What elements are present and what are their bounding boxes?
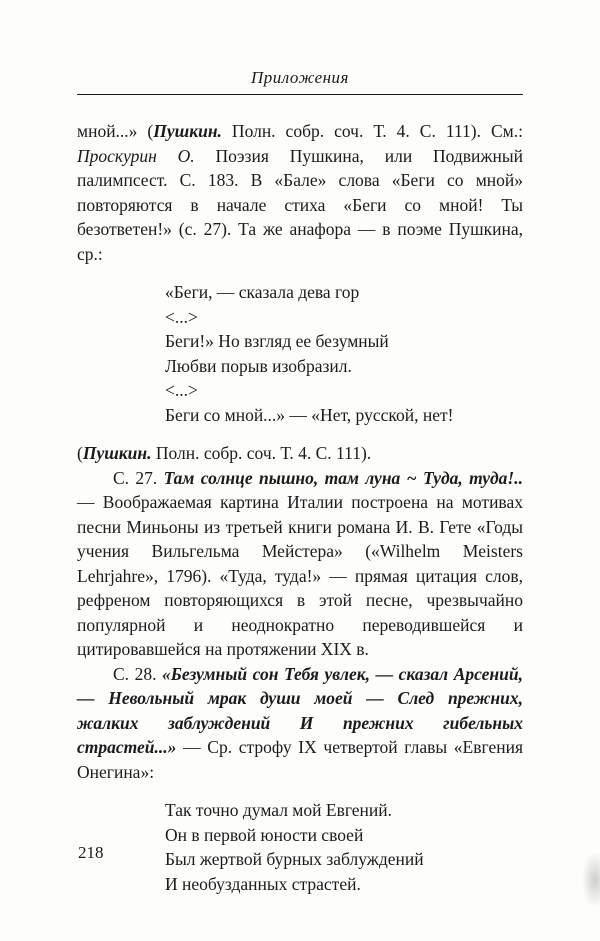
text-run: С. 27. <box>113 467 164 488</box>
text-run: Поэзия Пушкина, или Подвижный палимпсест. С. 183. В «Бале» слова «Беги со мной» повторяются в начале стиха «Беги со мной! Ты безответен!» (с. 27). Та же анафора — в поэме Пушкина, ср.: <box>77 145 524 264</box>
text-run: Пушкин. <box>82 443 152 463</box>
page-text-block <box>77 0 523 896</box>
verse-block <box>165 280 523 427</box>
text-run: ( <box>77 443 83 463</box>
verse-line: <...> <box>165 306 198 327</box>
text-run: — Ср. строфу IX четвертой главы «Евгения Онегина»: <box>77 737 524 782</box>
text-run: «Безумный сон Тебя увлек, — сказал Арсений, — Невольный мрак души моей — След прежних, жалких заблуждений И прежних гибельных страстей...» <box>77 663 523 757</box>
paragraph <box>77 662 523 785</box>
text-run: Пушкин. <box>153 121 222 141</box>
paragraph <box>77 466 523 662</box>
text-run: С. 28. <box>113 663 163 684</box>
verse-block <box>165 798 523 896</box>
text-run: Проскурин О. <box>77 145 195 166</box>
verse-line: Так точно думал мой Евгений. <box>165 800 393 820</box>
verse-line: «Беги, — сказала дева гор <box>165 282 360 302</box>
page-content <box>77 119 523 896</box>
verse-line: И необузданных страстей. <box>165 873 361 894</box>
verse-line: Он в первой юности своей <box>165 824 364 845</box>
verse-line: <...> <box>165 380 198 400</box>
text-run: Полн. собр. соч. Т. 4. С. 111). <box>151 443 372 463</box>
text-run: — Воображаемая картина Италии построена на мотивах песни Миньоны из третьей книги романа И. В. Гете «Годы учения Вильгельма Мейстера» («Wilhelm Meisters Lehrjahre», 1796). «Туда, туда!» — прямая цитация слов, рефреном повторяющихся в этой песне, чрезвычайно популярной и неоднократно переводившейся и цитировавшейся на протяжении XIX в. <box>77 492 523 659</box>
header-rule <box>77 94 523 95</box>
scan-artifact <box>582 852 600 908</box>
text-run: Полн. собр. соч. Т. 4. С. 111). См.: <box>221 121 523 141</box>
text-run: мной...» ( <box>77 121 154 141</box>
verse-line: Любви порыв изобразил. <box>165 355 352 376</box>
verse-line: Был жертвой бурных заблуждений <box>165 849 424 869</box>
text-run: Там солнце пышно, там луна ~ Туда, туда!.. <box>163 467 523 488</box>
verse-line: Беги со мной...» — «Нет, русской, нет! <box>165 404 454 425</box>
running-head: Приложения <box>251 68 349 87</box>
verse-line: Беги!» Но взгляд ее безумный <box>165 331 389 351</box>
page-number: 218 <box>78 843 104 862</box>
paragraph <box>77 441 523 466</box>
paragraph <box>77 119 523 266</box>
